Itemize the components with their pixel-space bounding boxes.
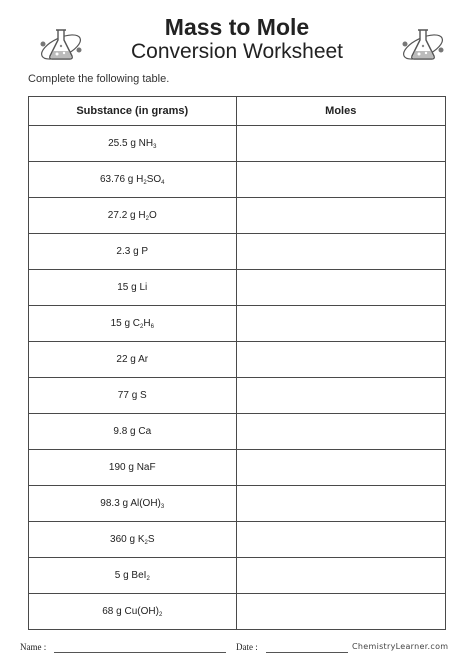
formula-text: 5 g BeI xyxy=(114,569,147,581)
table-header-row xyxy=(29,97,446,126)
column-header-moles: Moles xyxy=(236,97,445,126)
table-row xyxy=(29,522,446,558)
formula-text: 22 g Ar xyxy=(116,354,149,365)
formula-text: S xyxy=(147,533,155,545)
formula-text: 68 g Cu(OH) xyxy=(102,605,159,617)
formula-text: 25.5 g NH xyxy=(108,137,154,149)
moles-answer-cell[interactable] xyxy=(236,234,445,270)
formula-text: H xyxy=(143,317,151,329)
table-row xyxy=(29,486,446,522)
column-header-substance: Substance (in grams) xyxy=(29,97,237,126)
instruction-text: Complete the following table. xyxy=(28,73,170,85)
substance-cell xyxy=(29,558,237,594)
moles-answer-cell[interactable] xyxy=(236,486,445,522)
formula-subscript: 2 xyxy=(143,179,147,186)
formula-text: 190 g NaF xyxy=(108,462,156,473)
table-row xyxy=(29,306,446,342)
title-line-1: Mass to Mole xyxy=(164,14,310,40)
substance-cell xyxy=(29,342,237,378)
formula-text: SO xyxy=(146,173,162,185)
substance-cell xyxy=(29,270,237,306)
table-row xyxy=(29,198,446,234)
formula-text: 98.3 g Al(OH) xyxy=(100,497,161,509)
table-row xyxy=(29,270,446,306)
formula-text: 360 g K xyxy=(110,533,145,545)
formula-subscript: 2 xyxy=(145,215,149,222)
moles-answer-cell[interactable] xyxy=(236,450,445,486)
page-title xyxy=(0,14,474,64)
moles-answer-cell[interactable] xyxy=(236,306,445,342)
conversion-table xyxy=(28,96,446,630)
moles-answer-cell[interactable] xyxy=(236,558,445,594)
table-row xyxy=(29,378,446,414)
substance-cell xyxy=(29,378,237,414)
formula-subscript: 4 xyxy=(161,179,165,186)
formula-subscript: 3 xyxy=(153,143,157,150)
moles-answer-cell[interactable] xyxy=(236,342,445,378)
table-row xyxy=(29,342,446,378)
moles-answer-cell[interactable] xyxy=(236,126,445,162)
formula-text: 15 g Li xyxy=(117,282,148,293)
substance-cell xyxy=(29,450,237,486)
moles-answer-cell[interactable] xyxy=(236,594,445,630)
table-row xyxy=(29,450,446,486)
substance-cell xyxy=(29,126,237,162)
formula-text: 63.76 g H xyxy=(100,173,144,185)
formula-subscript: 2 xyxy=(144,539,148,546)
table-row xyxy=(29,558,446,594)
formula-text: 27.2 g H xyxy=(107,209,146,221)
moles-answer-cell[interactable] xyxy=(236,162,445,198)
formula-text: 2.3 g P xyxy=(116,246,149,257)
formula-subscript: 2 xyxy=(140,323,144,330)
substance-cell xyxy=(29,594,237,630)
table-row xyxy=(29,126,446,162)
formula-subscript: 6 xyxy=(150,323,154,330)
substance-cell xyxy=(29,414,237,450)
substance-cell xyxy=(29,486,237,522)
substance-cell xyxy=(29,522,237,558)
formula-text: 9.8 g Ca xyxy=(113,426,152,437)
moles-answer-cell[interactable] xyxy=(236,270,445,306)
date-field-line[interactable] xyxy=(266,652,348,653)
table-row xyxy=(29,594,446,630)
table-row xyxy=(29,414,446,450)
formula-text: O xyxy=(148,209,157,221)
substance-cell xyxy=(29,162,237,198)
formula-text: 15 g C xyxy=(110,317,141,329)
substance-cell xyxy=(29,306,237,342)
date-label: Date : xyxy=(236,642,258,652)
formula-subscript: 3 xyxy=(160,503,165,510)
title-line-2: Conversion Worksheet xyxy=(130,40,344,63)
formula-subscript: 2 xyxy=(146,575,150,582)
brand-watermark: ChemistryLearner.com xyxy=(352,642,449,651)
moles-answer-cell[interactable] xyxy=(236,522,445,558)
name-label: Name : xyxy=(20,642,47,652)
name-field-line[interactable] xyxy=(54,652,226,653)
moles-answer-cell[interactable] xyxy=(236,378,445,414)
formula-subscript: 2 xyxy=(158,611,163,618)
moles-answer-cell[interactable] xyxy=(236,198,445,234)
substance-cell xyxy=(29,198,237,234)
moles-answer-cell[interactable] xyxy=(236,414,445,450)
table-row xyxy=(29,162,446,198)
formula-text: 77 g S xyxy=(117,390,147,401)
substance-cell xyxy=(29,234,237,270)
table-row xyxy=(29,234,446,270)
